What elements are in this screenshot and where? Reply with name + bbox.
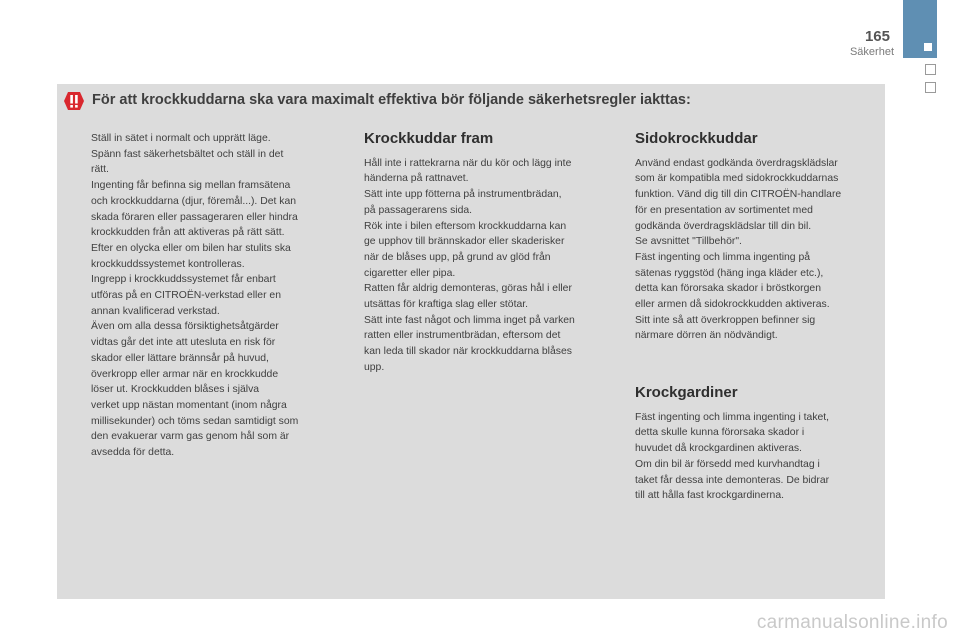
text-line: detta kan förorsaka skador i bröstkorgen [635,283,821,295]
panel-heading: För att krockkuddarna ska vara maximalt effektiva bör följande säkerhetsregler iakttas: [92,92,691,108]
text-line: krockkuddssystemet kontrolleras. [91,258,245,270]
general-rules-column [91,131,343,461]
side-airbags-section [635,131,885,344]
text-line: för en presentation av sortimentet med [635,204,813,216]
text-line: Håll inte i rattekrarna när du kör och lägg inte [364,157,572,169]
text-line: funktion. Vänd dig till din CITROËN-handlare [635,189,842,201]
chapter-tab [903,0,937,58]
front-airbags-section [364,131,620,376]
side-airbags-title: Sidokrockkuddar [635,130,758,147]
chapter-marker [924,43,932,51]
chapter-box-2 [925,82,936,93]
text-line: när de blåses upp, på grund av glöd från [364,251,551,263]
text-line: Sätt inte fast något och limma inget på varken [364,314,575,326]
text-line: krockkudden från att aktiveras på rätt sätt. [91,227,285,239]
text-line: cigaretter eller pipa. [364,267,456,279]
text-line: annan kvalificerad verkstad. [91,305,220,317]
front-airbags-title: Krockkuddar fram [364,130,494,147]
text-line: utföras på en CITROËN-verkstad eller en [91,290,281,302]
text-line: Även om alla dessa försiktighetsåtgärder [91,321,279,333]
side-airbags-text [635,156,885,344]
text-line: skador eller lättare brännsår på huvud, [91,352,269,364]
text-line: Ställ in sätet i normalt och upprätt läge. [91,133,271,144]
curtain-airbags-text [635,410,885,504]
front-airbags-text [364,156,620,376]
text-line: sätenas ryggstöd (häng inga kläder etc.), [635,267,824,279]
text-line: rätt. [91,164,109,176]
text-line: Efter en olycka eller om bilen har stulits ska [91,242,291,254]
text-line: till att hålla fast krockgardinerna. [635,490,785,502]
text-line: Rök inte i bilen eftersom krockkuddarna kan [364,220,567,232]
text-line: och krockkuddarna (djur, föremål...). Det kan [91,195,297,207]
text-line: godkända överdragsklädslar till din bil. [635,220,812,232]
text-line: skada föraren eller passageraren eller hindra [91,211,298,223]
text-line: på passagerarens sida. [364,204,473,216]
text-line: händerna på rattnavet. [364,173,469,185]
text-line: ge upphov till brännskador eller skaderisker [364,236,565,248]
text-line: detta skulle kunna förorsaka skador i [635,427,805,439]
text-line: vidtas går det inte att utesluta en risk för [91,337,276,349]
text-line: Ingrepp i krockkuddssystemet får enbart [91,274,276,286]
text-line: Se avsnittet "Tillbehör". [635,236,742,248]
text-line: närmare dörren än nödvändigt. [635,330,778,342]
text-line: kan leda till skador när krockkuddarna blåses [364,346,572,358]
text-line: Ingenting får befinna sig mellan framsätena [91,180,291,192]
text-line: löser ut. Krockkudden blåses i själva [91,384,260,396]
curtain-airbags-title: Krockgardiner [635,384,738,401]
text-line: Fäst ingenting och limma ingenting i taket, [635,411,830,423]
text-line: den evakuerar varm gas genom hål som är [91,431,290,443]
general-rules-text [91,131,343,461]
text-line: taket får dessa inte demonteras. De bidrar [635,474,830,486]
text-line: Sätt inte upp fötterna på instrumentbrädan, [364,189,562,201]
section-title: Säkerhet [849,46,894,58]
chapter-box-1 [925,64,936,75]
text-line: utsättas för kraftiga slag eller stötar. [364,299,529,311]
curtain-airbags-section [635,385,885,504]
text-line: Använd endast godkända överdragsklädslar [635,157,838,169]
watermark: carmanualsonline.info [756,612,948,633]
text-line: millisekunder) och töms sedan samtidigt som [91,415,299,427]
warning-exclamation-icon [63,91,85,111]
text-line: Sitt inte så att överkroppen befinner sig [635,314,816,326]
page-number: 165 [864,28,890,45]
text-line: avsedda för detta. [91,447,175,459]
text-line: upp. [364,361,385,373]
text-line: Ratten får aldrig demonteras, göras hål i eller [364,283,572,295]
text-line: eller armen då sidokrockkudden aktiveras. [635,299,830,311]
text-line: som är kompatibla med sidokrockkuddarnas [635,173,839,185]
text-line: huvudet då krockgardinen aktiveras. [635,443,802,455]
text-line: Om din bil är försedd med kurvhandtag i [635,458,820,470]
text-line: ratten eller instrumentbrädan, eftersom det [364,330,561,342]
text-line: Spänn fast säkerhetsbältet och ställ in det [91,148,284,160]
text-line: Fäst ingenting och limma ingenting på [635,251,811,263]
text-line: verket upp nästan momentant (inom några [91,399,287,411]
text-line: överkropp eller armar när en krockkudde [91,368,279,380]
